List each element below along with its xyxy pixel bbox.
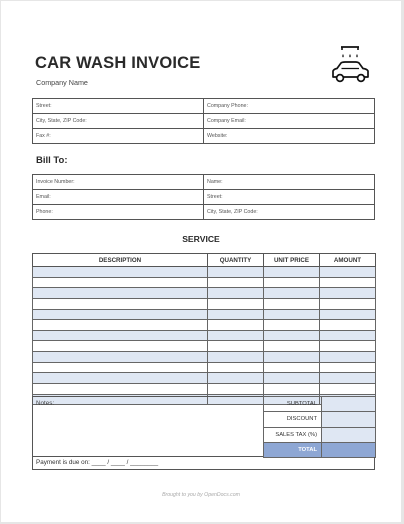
quantity-cell[interactable] [208,341,264,352]
unit-price-cell[interactable] [264,341,320,352]
table-row [33,373,376,384]
subtotal-label: SUBTOTAL [264,397,322,412]
amount-cell[interactable] [320,362,376,373]
quantity-cell[interactable] [208,362,264,373]
table-row [33,362,376,373]
table-row [33,288,376,299]
amount-cell[interactable] [320,373,376,384]
total-label: TOTAL [264,442,322,457]
invoice-title: CAR WASH INVOICE [35,54,201,72]
quantity-cell[interactable] [208,309,264,320]
quantity-column-header: QUANTITY [208,254,264,267]
table-row [33,320,376,331]
table-row [33,352,376,363]
description-cell[interactable] [33,320,208,331]
amount-cell[interactable] [320,384,376,395]
table-row [33,267,376,278]
company-info-table [32,98,375,144]
amount-cell[interactable] [320,309,376,320]
unit-price-cell[interactable] [264,320,320,331]
table-row [33,190,375,205]
car-wash-icon [327,43,373,91]
discount-label: DISCOUNT [264,412,322,427]
unit-price-cell[interactable] [264,352,320,363]
website-field[interactable]: Website: [204,129,375,144]
table-row [264,412,376,427]
quantity-cell[interactable] [208,384,264,395]
description-cell[interactable] [33,309,208,320]
description-cell[interactable] [33,298,208,309]
unit-price-column-header: UNIT PRICE [264,254,320,267]
fax-field[interactable]: Fax #: [33,129,204,144]
company-email-field[interactable]: Company Email: [204,114,375,129]
invoice-number-field[interactable]: Invoice Number: [33,175,204,190]
quantity-cell[interactable] [208,330,264,341]
table-row [33,384,376,395]
service-heading: SERVICE [182,234,220,244]
table-row [33,205,375,220]
quantity-cell[interactable] [208,373,264,384]
table-row [264,427,376,442]
description-cell[interactable] [33,384,208,395]
quantity-cell[interactable] [208,288,264,299]
table-row [264,397,376,412]
unit-price-cell[interactable] [264,330,320,341]
unit-price-cell[interactable] [264,309,320,320]
street-field[interactable]: Street: [33,99,204,114]
description-cell[interactable] [33,352,208,363]
total-value[interactable] [322,442,376,457]
quantity-cell[interactable] [208,320,264,331]
description-cell[interactable] [33,267,208,278]
table-row [33,277,376,288]
description-column-header: DESCRIPTION [33,254,208,267]
quantity-cell[interactable] [208,298,264,309]
client-city-state-zip-field[interactable]: City, State, ZIP Code: [204,205,375,220]
totals-table [263,396,376,458]
amount-cell[interactable] [320,341,376,352]
unit-price-cell[interactable] [264,288,320,299]
client-phone-field[interactable]: Phone: [33,205,204,220]
sales-tax-label: SALES TAX (%) [264,427,322,442]
table-row [33,309,376,320]
description-cell[interactable] [33,373,208,384]
sales-tax-value[interactable] [322,427,376,442]
footer-credit: Brought to you by OpenDocs.com [162,492,240,498]
amount-cell[interactable] [320,330,376,341]
quantity-cell[interactable] [208,277,264,288]
payment-due-line: Payment is due on: ____ / ____ / ________ [32,457,375,470]
table-row [264,442,376,457]
table-row [33,114,375,129]
unit-price-cell[interactable] [264,373,320,384]
amount-cell[interactable] [320,288,376,299]
city-state-zip-field[interactable]: City, State, ZIP Code: [33,114,204,129]
unit-price-cell[interactable] [264,362,320,373]
unit-price-cell[interactable] [264,267,320,278]
company-phone-field[interactable]: Company Phone: [204,99,375,114]
table-row [33,129,375,144]
description-cell[interactable] [33,362,208,373]
description-cell[interactable] [33,277,208,288]
bill-to-heading: Bill To: [36,155,68,166]
unit-price-cell[interactable] [264,277,320,288]
description-cell[interactable] [33,330,208,341]
subtotal-value[interactable] [322,397,376,412]
client-email-field[interactable]: Email: [33,190,204,205]
notes-totals-section [32,396,375,457]
amount-cell[interactable] [320,277,376,288]
amount-cell[interactable] [320,352,376,363]
client-street-field[interactable]: Street: [204,190,375,205]
table-row [33,175,375,190]
amount-column-header: AMOUNT [320,254,376,267]
unit-price-cell[interactable] [264,298,320,309]
table-row [33,298,376,309]
description-cell[interactable] [33,341,208,352]
discount-value[interactable] [322,412,376,427]
service-items-table [32,253,376,405]
company-name: Company Name [36,78,88,87]
invoice-page [1,1,401,522]
amount-cell[interactable] [320,320,376,331]
table-row [33,99,375,114]
amount-cell[interactable] [320,298,376,309]
bill-to-table [32,174,375,220]
table-header-row [33,254,376,267]
client-name-field[interactable]: Name: [204,175,375,190]
quantity-cell[interactable] [208,267,264,278]
description-cell[interactable] [33,288,208,299]
table-row [33,330,376,341]
notes-label: Notes: [36,400,55,407]
quantity-cell[interactable] [208,352,264,363]
table-row [33,341,376,352]
unit-price-cell[interactable] [264,384,320,395]
amount-cell[interactable] [320,267,376,278]
